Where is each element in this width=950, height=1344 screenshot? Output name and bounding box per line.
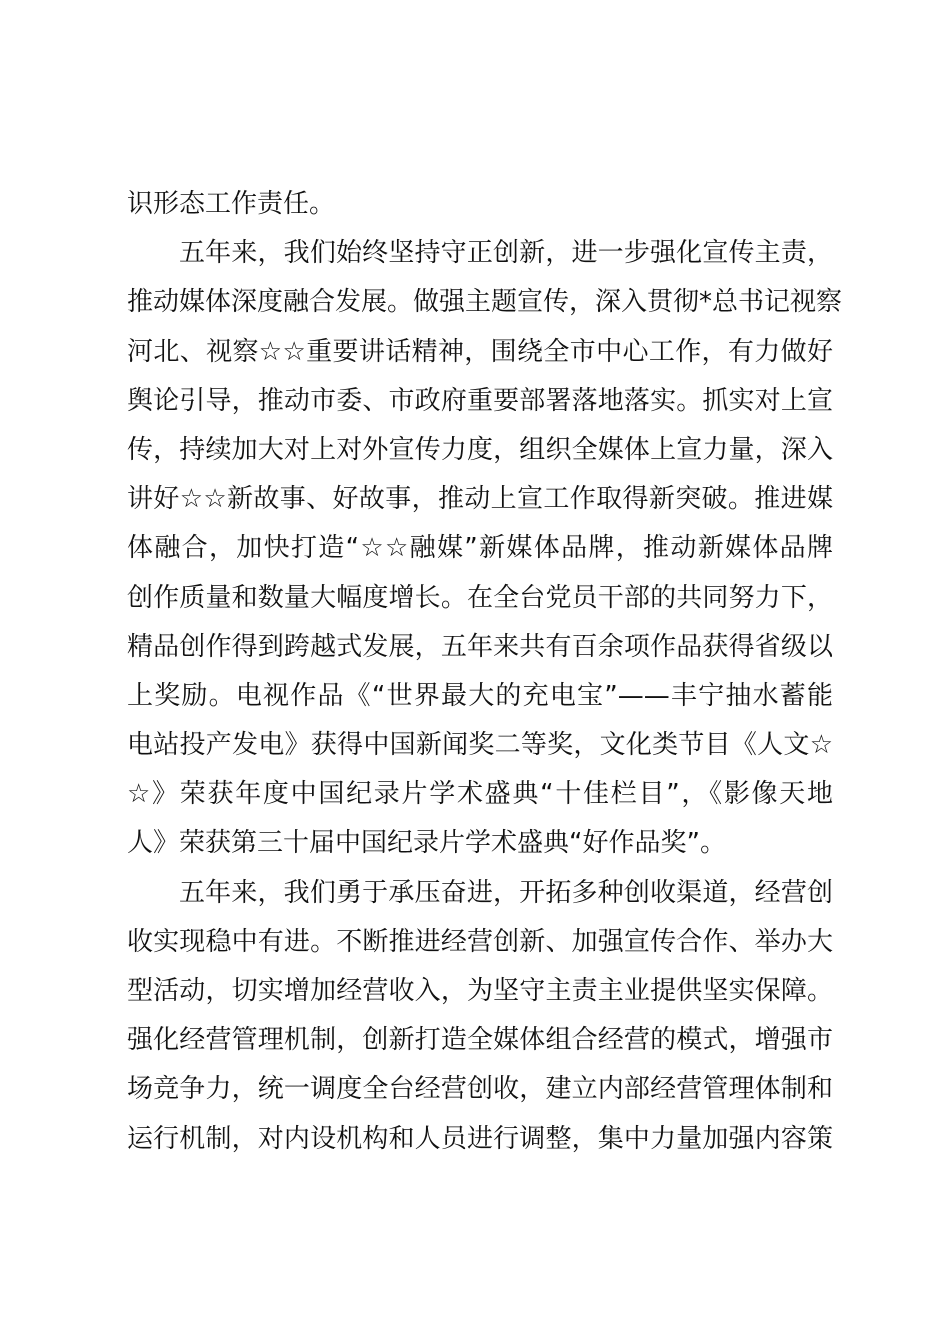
text-line: 体融合，加快打造“☆☆融媒”新媒体品牌，推动新媒体品牌 bbox=[127, 533, 833, 564]
text-line: 识形态工作责任。 bbox=[127, 189, 336, 219]
text-line: 运行机制，对内设机构和人员进行调整，集中力量加强内容策 bbox=[127, 1123, 833, 1154]
text-line: 舆论引导，推动市委、市政府重要部署落地落实。抓实对上宣 bbox=[127, 385, 833, 416]
text-line: 讲好☆☆新故事、好故事，推动上宣工作取得新突破。推进媒 bbox=[127, 484, 833, 515]
text-line: 传，持续加大对上对外宣传力度，组织全媒体上宣力量，深入 bbox=[127, 434, 833, 465]
text-line: 创作质量和数量大幅度增长。在全台党员干部的共同努力下， bbox=[127, 582, 833, 613]
text-line: 场竞争力，统一调度全台经营创收，建立内部经营管理体制和 bbox=[127, 1074, 833, 1105]
text-line: ☆》荣获年度中国纪录片学术盛典“十佳栏目”，《影像天地 bbox=[127, 779, 833, 810]
paragraph-first-line: 五年来，我们始终坚持守正创新，进一步强化宣传主责， bbox=[179, 238, 833, 269]
text-line: 精品创作得到跨越式发展，五年来共有百余项作品获得省级以 bbox=[127, 631, 833, 662]
text-line: 电站投产发电》获得中国新闻奖二等奖，文化类节目《人文☆ bbox=[127, 730, 833, 761]
text-line: 河北、视察☆☆重要讲话精神，围绕全市中心工作，有力做好 bbox=[127, 336, 833, 367]
text-line: 人》荣获第三十届中国纪录片学术盛典“好作品奖”。 bbox=[127, 828, 726, 859]
text-line: 上奖励。电视作品《“世界最大的充电宝”——丰宁抽水蓄能 bbox=[127, 680, 833, 711]
text-line: 推动媒体深度融合发展。做强主题宣传，深入贯彻*总书记视察 bbox=[127, 287, 843, 318]
paragraph-first-line: 五年来，我们勇于承压奋进，开拓多种创收渠道，经营创 bbox=[179, 877, 833, 908]
body-text bbox=[127, 180, 843, 1164]
text-line: 强化经营管理机制，创新打造全媒体组合经营的模式，增强市 bbox=[127, 1025, 833, 1056]
text-line: 收实现稳中有进。不断推进经营创新、加强宣传合作、举办大 bbox=[127, 926, 833, 957]
text-line: 型活动，切实增加经营收入，为坚守主责主业提供坚实保障。 bbox=[127, 976, 833, 1006]
